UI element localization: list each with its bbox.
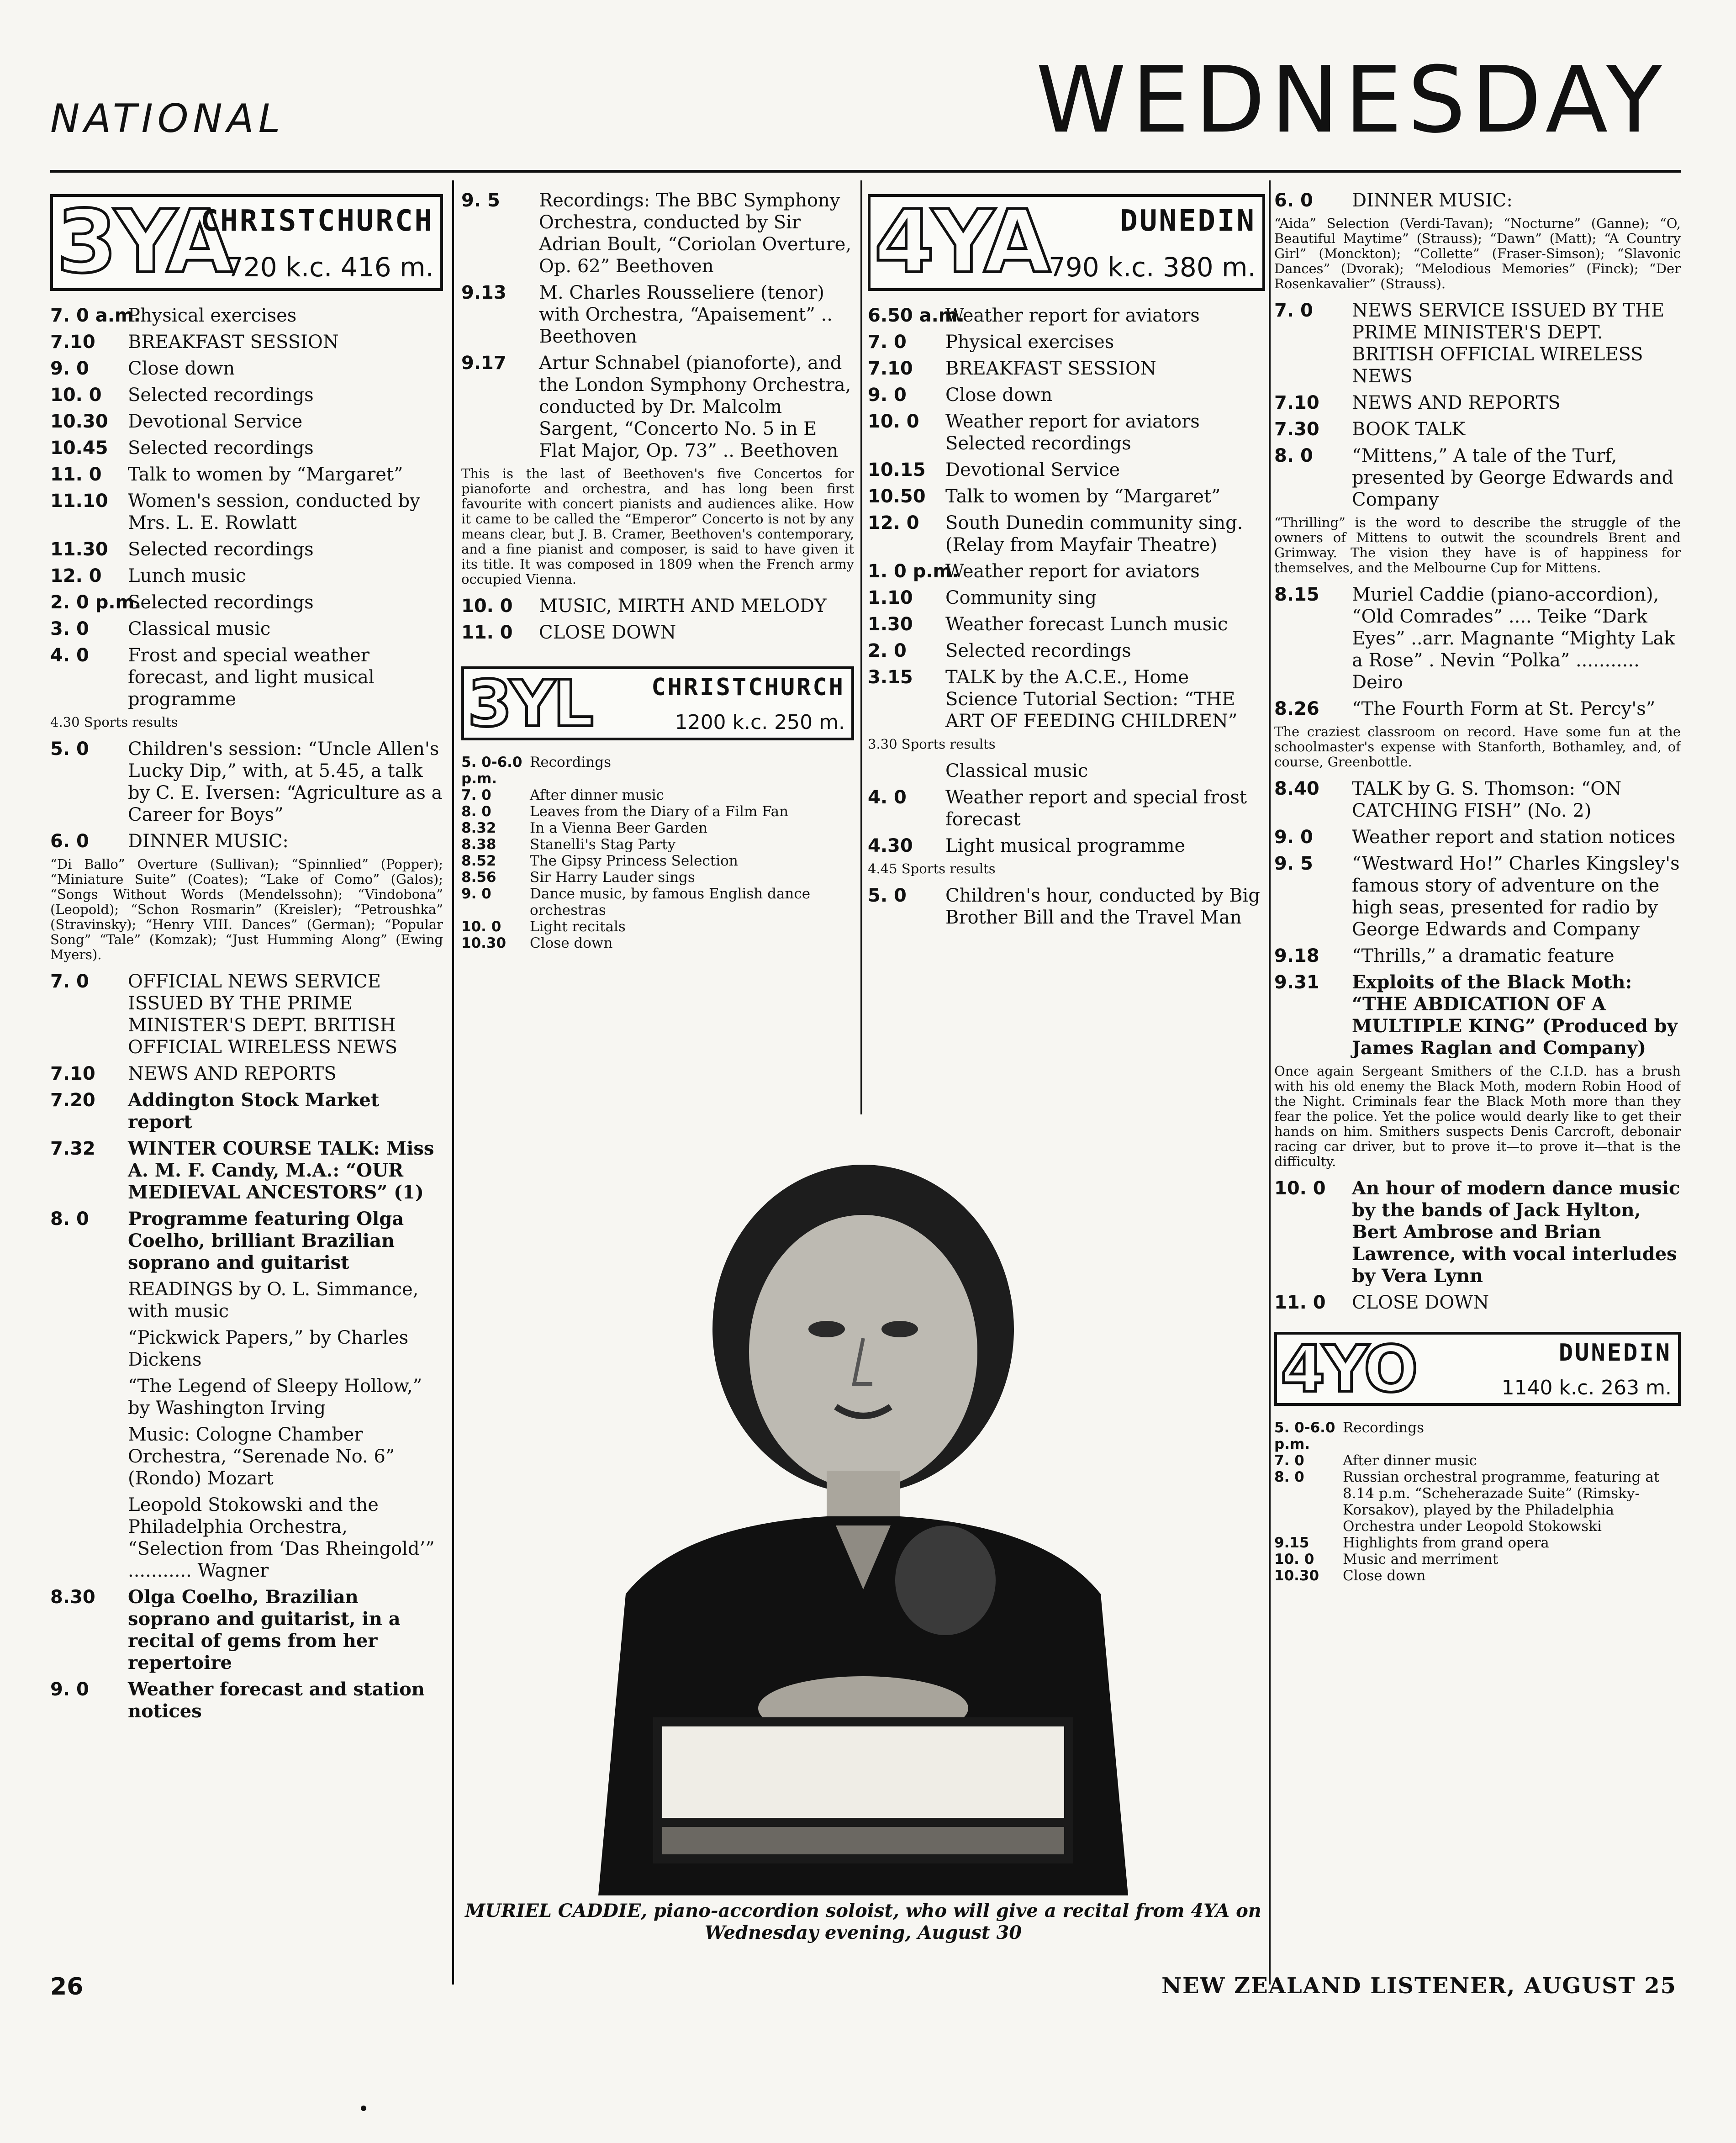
programme-entry: [461, 282, 854, 348]
entry-description: Exploits of the Black Moth: “THE ABDICATION OF A MULTIPLE KING” (Produced by James Raglan and Company): [1352, 971, 1678, 1059]
entry-description: TALK by G. S. Thomson: “ON CATCHING FISH” (No. 2): [1352, 778, 1622, 821]
entry-time: 12. 0: [50, 565, 102, 586]
entry-time: 5. 0-6.0 p.m.: [461, 754, 522, 787]
programme-entry: [868, 358, 1265, 380]
entry-time: 9. 0: [461, 886, 491, 902]
entry-time: 8.26: [1274, 698, 1319, 719]
entry-time: 12. 0: [868, 512, 919, 533]
entry-time: 9. 0: [1274, 827, 1313, 848]
programme-entry: [1274, 190, 1681, 211]
programme-entry: [461, 869, 854, 886]
entry-description: Close down: [1343, 1568, 1426, 1584]
programme-entry: [461, 352, 854, 462]
entry-description: “Mittens,” A tale of the Turf, presented by George Edwards and Company: [1352, 445, 1674, 510]
entry-time: 11. 0: [1274, 1292, 1326, 1313]
programme-entry: [868, 486, 1265, 507]
entry-time: 8.52: [461, 853, 496, 869]
entry-time: [50, 1494, 128, 1582]
programme-entry: [868, 331, 1265, 353]
station-call-sign: 4YA: [874, 191, 1048, 292]
entry-time: [868, 760, 945, 782]
entry-description: Light recitals: [530, 918, 626, 935]
entry-note: Once again Sergeant Smithers of the C.I.D. has a brush with his old enemy the Black Moth, modern Robin Hood of the Night. Criminals fear the Black Moth more than they fear the police. Yet the police would dearly like to get their hands on him. Smithers suspects Denis Carcroft, debonair racing car driver, but to prove it—to prove it—that is the difficulty.: [1274, 1063, 1681, 1169]
entry-time: 11. 0: [461, 622, 513, 643]
programme-entry: [1274, 1177, 1681, 1287]
entry-description: Devotional Service: [128, 411, 303, 432]
programme-entry: [50, 538, 443, 560]
entry-time: 9. 0: [50, 1679, 89, 1700]
programme-entry: [868, 411, 1265, 454]
entry-description: Weather forecast and station notices: [128, 1679, 425, 1722]
entry-description: Programme featuring Olga Coelho, brilliant Brazilian soprano and guitarist: [128, 1208, 404, 1273]
entry-description: BOOK TALK: [1352, 419, 1466, 440]
entry-note: The craziest classroom on record. Have some fun at the schoolmaster's expense with Stanforth, Bothamley, and, of course, Greenbottle.: [1274, 724, 1681, 770]
entry-note: 3.30 Sports results: [868, 736, 996, 752]
entry-description: Selected recordings: [128, 592, 314, 613]
entry-description: Frost and special weather forecast, and light musical programme: [128, 645, 375, 710]
print-speck: [361, 2106, 366, 2111]
entry-time: 2. 0: [868, 640, 907, 661]
entry-time: 11.30: [50, 539, 108, 560]
entry-time: 5. 0: [50, 739, 89, 760]
entry-time: 1.30: [868, 614, 913, 635]
entry-description: OFFICIAL NEWS SERVICE ISSUED BY THE PRIME MINISTER'S DEPT. BRITISH OFFICIAL WIRELESS NEWS: [128, 971, 398, 1058]
entry-description: READINGS by O. L. Simmance, with music: [128, 1279, 419, 1322]
entry-description: Physical exercises: [128, 305, 297, 326]
programme-entry: [461, 820, 854, 836]
programme-entry: [1274, 945, 1681, 967]
column-rule: [860, 180, 862, 1117]
programme-entry: [50, 384, 443, 406]
entry-time: 8.15: [1274, 584, 1319, 605]
entry-time: 1. 0 p.m.: [868, 561, 959, 582]
entry-time: 9.18: [1274, 945, 1319, 966]
programme-entry: [50, 1679, 443, 1722]
programme-entry: [50, 1586, 443, 1674]
entry-description: Selected recordings: [128, 438, 314, 459]
programme-list-4yo: [1274, 1420, 1681, 1584]
programme-list: [50, 305, 443, 1722]
programme-entry: [461, 886, 854, 918]
entry-description: Women's session, conducted by Mrs. L. E. Rowlatt: [128, 491, 420, 533]
entry-description: DINNER MUSIC:: [1352, 190, 1513, 211]
entry-time: 10.15: [868, 459, 926, 480]
entry-description: “Pickwick Papers,” by Charles Dickens: [128, 1327, 409, 1370]
entry-description: Weather report and station notices: [1352, 827, 1676, 848]
entry-description: Russian orchestral programme, featuring at 8.14 p.m. “Scheherazade Suite” (Rimsky-Korsakov), played by the Philadelphia Orchestra under Leopold Stokowski: [1343, 1469, 1660, 1535]
programme-entry: [50, 464, 443, 486]
programme-entry: [1274, 1568, 1681, 1584]
station-city: CHRISTCHURCH: [201, 204, 434, 238]
accordion-player-photo: [461, 1114, 1265, 1895]
column-4ya: [868, 180, 1265, 1277]
entry-description: Recordings: [530, 754, 612, 771]
programme-entry: [1274, 1292, 1681, 1314]
entry-time: 9. 0: [868, 385, 907, 406]
station-frequency: 720 k.c. 416 m.: [226, 252, 434, 283]
programme-entry: [868, 459, 1265, 481]
station-call-sign: 3YL: [468, 667, 591, 741]
entry-description: BREAKFAST SESSION: [945, 358, 1156, 379]
programme-entry: [868, 786, 1265, 830]
entry-time: 9. 0: [50, 358, 89, 379]
entry-description: Olga Coelho, Brazilian soprano and guitarist, in a recital of gems from her repertoire: [128, 1586, 401, 1673]
programme-entry: [50, 644, 443, 710]
entry-description: Stanelli's Stag Party: [530, 836, 676, 853]
programme-entry: [50, 830, 443, 852]
entry-description: After dinner music: [1343, 1452, 1477, 1469]
entry-description: Selected recordings: [945, 640, 1131, 661]
entry-note: “Thrilling” is the word to describe the struggle of the owners of Mittens to outwit the scoundrels Brent and Grimway. The vision they have is of happiness for themselves, and the Melbourne Cup for Mittens.: [1274, 515, 1681, 575]
programme-entry: [50, 490, 443, 534]
entry-description: Recordings: [1343, 1420, 1425, 1436]
entry-time: 7. 0: [50, 971, 89, 992]
programme-entry: [868, 613, 1265, 635]
programme-entry: [868, 666, 1265, 732]
programme-entry: [1274, 300, 1681, 387]
entry-time: [50, 1278, 128, 1322]
entry-time: 9. 5: [461, 190, 500, 211]
programme-entry: [461, 787, 854, 803]
programme-entry: [1274, 971, 1681, 1059]
entry-description: Classical music: [945, 760, 1088, 781]
programme-entry: [50, 358, 443, 380]
entry-description: Dance music, by famous English dance orchestras: [530, 886, 811, 918]
programme-entry: [461, 595, 854, 617]
programme-entry: [1274, 1420, 1681, 1452]
entry-description: Close down: [128, 358, 235, 379]
publication-line: NEW ZEALAND LISTENER, AUGUST 25: [1161, 1973, 1677, 1999]
entry-time: 9.17: [461, 353, 507, 374]
photo-muriel-caddie: [461, 1114, 1265, 1895]
entry-description: Weather report for aviators: [945, 305, 1200, 326]
entry-description: Weather report for aviators: [945, 561, 1200, 582]
entry-time: 5. 0: [868, 885, 907, 906]
programme-list: [461, 190, 854, 644]
programme-entry: [50, 1494, 443, 1582]
entry-description: The Gipsy Princess Selection: [530, 853, 738, 869]
entry-time: 10.45: [50, 438, 108, 459]
entry-description: Talk to women by “Margaret”: [945, 486, 1221, 507]
entry-time: 7.10: [50, 1063, 95, 1084]
station-call-sign: 4YO: [1281, 1332, 1415, 1407]
entry-description: WINTER COURSE TALK: Miss A. M. F. Candy, M.A.: “OUR MEDIEVAL ANCESTORS” (1): [128, 1138, 434, 1203]
programme-entry: [50, 565, 443, 587]
entry-time: 7. 0 a.m.: [50, 305, 141, 326]
programme-entry: [1274, 445, 1681, 511]
entry-description: Lunch music: [128, 565, 246, 586]
section-label: NATIONAL: [50, 96, 285, 142]
programme-entry: [868, 384, 1265, 406]
programme-entry: [50, 1424, 443, 1489]
entry-time: 10. 0: [50, 385, 102, 406]
entry-note: “Di Ballo” Overture (Sullivan); “Spinnlied” (Popper); “Miniature Suite” (Coates); “Lake of Como” (Galos); “Songs Without Words (Mendelssohn); “Vindobona” (Leopold); “Schon Rosmarin” (Kreisler); “Petroushka” (Stravinsky); “Henry VIII. Dances” (German); “Popular Song” “Tale” (Komzak); “Just Humming Along” (Ewing Myers).: [50, 856, 443, 962]
header-rule: [50, 170, 1681, 173]
programme-entry: [50, 738, 443, 826]
entry-time: 4.30: [868, 835, 913, 856]
entry-description: NEWS AND REPORTS: [1352, 392, 1561, 413]
programme-entry: [1274, 853, 1681, 940]
entry-description: Selected recordings: [128, 539, 314, 560]
entry-description: Light musical programme: [945, 835, 1186, 856]
programme-entry: [461, 918, 854, 935]
programme-entry: [50, 1208, 443, 1274]
programme-entry: [868, 760, 1265, 782]
entry-description: Community sing: [945, 587, 1097, 608]
programme-entry: [1274, 826, 1681, 848]
entry-time: 1.10: [868, 587, 913, 608]
programme-entry: [1274, 1535, 1681, 1551]
programme-entry: [461, 935, 854, 951]
entry-description: TALK by the A.C.E., Home Science Tutorial Section: “THE ART OF FEEDING CHILDREN”: [945, 667, 1238, 732]
entry-time: 5. 0-6.0 p.m.: [1274, 1420, 1335, 1452]
entry-description: Children's hour, conducted by Big Brother Bill and the Travel Man: [945, 885, 1260, 928]
entry-time: 3.15: [868, 667, 913, 688]
entry-description: Artur Schnabel (pianoforte), and the London Symphony Orchestra, conducted by Dr. Malcolm Sargent, “Concerto No. 5 in E Flat Major, Op. 73” .. Beethoven: [539, 353, 851, 461]
entry-time: 7.30: [1274, 419, 1319, 440]
column-3ya-continued: [461, 180, 854, 1277]
entry-time: 3. 0: [50, 618, 89, 639]
entry-description: Leopold Stokowski and the Philadelphia Orchestra, “Selection from ‘Das Rheingold’” ........... Wagner: [128, 1494, 435, 1581]
entry-time: 7.10: [1274, 392, 1319, 413]
programme-entry: [50, 1375, 443, 1419]
entry-time: 7.20: [50, 1090, 95, 1111]
station-logo-4yo: [1274, 1332, 1681, 1406]
entry-time: 4. 0: [868, 787, 907, 808]
programme-entry: [1274, 778, 1681, 822]
station-city: CHRISTCHURCH: [651, 674, 845, 701]
station-city: DUNEDIN: [1558, 1339, 1672, 1367]
entry-time: 10.30: [461, 935, 507, 951]
entry-description: Recordings: The BBC Symphony Orchestra, conducted by Sir Adrian Boult, “Coriolan Overture, Op. 62” Beethoven: [539, 190, 852, 277]
entry-time: 7.10: [868, 358, 913, 379]
entry-time: 8.30: [50, 1587, 95, 1608]
entry-description: MUSIC, MIRTH AND MELODY: [539, 596, 827, 617]
entry-time: 8.38: [461, 836, 496, 853]
entry-description: Weather report for aviators Selected recordings: [945, 411, 1200, 454]
entry-description: Classical music: [128, 618, 271, 639]
photo-caption: MURIEL CADDIE, piano-accordion soloist, who will give a recital from 4YA on Wednesday evening, August 30: [465, 1900, 1261, 1943]
entry-description: In a Vienna Beer Garden: [530, 820, 708, 836]
entry-description: Addington Stock Market report: [128, 1089, 380, 1133]
entry-time: 6.50 a.m.: [868, 305, 965, 326]
entry-description: NEWS AND REPORTS: [128, 1063, 337, 1084]
programme-entry: [461, 622, 854, 644]
column-rule: [1269, 180, 1271, 1985]
entry-time: 4. 0: [50, 645, 89, 666]
entry-time: 8. 0: [1274, 445, 1313, 466]
programme-entry: [50, 1063, 443, 1085]
entry-description: “Westward Ho!” Charles Kingsley's famous story of adventure on the high seas, presented for radio by George Edwards and Company: [1352, 853, 1680, 940]
programme-entry: [1274, 698, 1681, 720]
entry-description: Leaves from the Diary of a Film Fan: [530, 803, 789, 820]
programme-entry: [1274, 418, 1681, 440]
entry-description: CLOSE DOWN: [539, 622, 676, 643]
entry-time: 9. 5: [1274, 853, 1313, 874]
entry-time: 7. 0: [868, 332, 907, 353]
entry-note: “Aida” Selection (Verdi-Tavan); “Nocturne” (Ganne); “O, Beautiful Maytime” (Strauss); “Dawn” (Matt); “A Country Girl” (Monckton); “Collette” (Fraser-Simson); “Slavonic Dances” (Dvorak); “Melodious Memories” (Finck); “Der Rosenkavalier” (Strauss).: [1274, 216, 1681, 291]
entry-time: 8.40: [1274, 778, 1319, 799]
programme-entry: [50, 1327, 443, 1371]
entry-time: 2. 0 p.m.: [50, 592, 142, 613]
programme-list: [1274, 190, 1681, 1314]
entry-time: 8. 0: [461, 803, 491, 820]
programme-entry: [868, 885, 1265, 929]
programme-entry: [50, 437, 443, 459]
station-city: DUNEDIN: [1120, 204, 1256, 238]
entry-time: 9.13: [461, 282, 507, 303]
entry-description: Sir Harry Lauder sings: [530, 869, 695, 886]
programme-entry: [868, 587, 1265, 609]
entry-time: 10.30: [50, 411, 108, 432]
programme-entry: [50, 971, 443, 1058]
programme-entry: [868, 560, 1265, 582]
entry-time: 7.32: [50, 1138, 95, 1159]
entry-time: 9.31: [1274, 972, 1319, 993]
column-rule: [452, 180, 454, 1985]
station-frequency: 1200 k.c. 250 m.: [675, 711, 845, 734]
entry-description: “The Fourth Form at St. Percy's”: [1352, 698, 1656, 719]
entry-description: Devotional Service: [945, 459, 1120, 480]
programme-entry: [50, 618, 443, 640]
entry-time: 10. 0: [1274, 1551, 1314, 1568]
entry-description: Physical exercises: [945, 332, 1114, 353]
programme-entry: [50, 1138, 443, 1203]
programme-entry: [461, 836, 854, 853]
programme-list: [868, 305, 1265, 929]
entry-time: 8. 0: [1274, 1469, 1304, 1485]
entry-description: Muriel Caddie (piano-accordion), “Old Comrades” .... Teike “Dark Eyes” ..arr. Magnante “Mighty Lak a Rose” . Nevin “Polka” ........... Deiro: [1352, 584, 1675, 693]
station-frequency: 1140 k.c. 263 m.: [1501, 1376, 1672, 1399]
programme-entry: [461, 803, 854, 820]
entry-time: 8. 0: [50, 1209, 89, 1230]
entry-description: Weather forecast Lunch music: [945, 614, 1228, 635]
entry-time: [50, 1424, 128, 1489]
station-logo-3ya: [50, 191, 443, 292]
entry-time: 11. 0: [50, 464, 102, 485]
programme-entry: [1274, 1452, 1681, 1469]
entry-time: 8.32: [461, 820, 496, 836]
programme-entry: [1274, 584, 1681, 693]
entry-time: 7. 0: [461, 787, 491, 803]
station-logo-3yl: [461, 666, 854, 740]
programme-entry: [868, 640, 1265, 662]
programme-entry: [1274, 1551, 1681, 1568]
station-frequency: 790 k.c. 380 m.: [1048, 252, 1256, 283]
entry-note: 4.45 Sports results: [868, 861, 996, 876]
entry-description: Close down: [945, 385, 1053, 406]
entry-description: BREAKFAST SESSION: [128, 332, 339, 353]
entry-description: M. Charles Rousseliere (tenor) with Orchestra, “Apaisement” .. Beethoven: [539, 282, 833, 347]
entry-time: 10.30: [1274, 1568, 1319, 1584]
programme-entry: [50, 305, 443, 327]
programme-entry: [461, 754, 854, 787]
entry-note: 4.30 Sports results: [50, 714, 178, 730]
entry-description: CLOSE DOWN: [1352, 1292, 1489, 1313]
entry-time: 7.10: [50, 332, 95, 353]
entry-time: [50, 1375, 128, 1419]
entry-time: 10. 0: [868, 411, 919, 432]
entry-time: 10.50: [868, 486, 926, 507]
entry-description: “Thrills,” a dramatic feature: [1352, 945, 1615, 966]
entry-description: After dinner music: [530, 787, 665, 803]
page-number: 26: [50, 1973, 84, 2000]
entry-time: 7. 0: [1274, 1452, 1304, 1469]
programme-entry: [50, 331, 443, 353]
entry-description: “The Legend of Sleepy Hollow,” by Washington Irving: [128, 1376, 422, 1419]
entry-description: Selected recordings: [128, 385, 314, 406]
programme-entry: [1274, 392, 1681, 414]
station-logo-4ya: [868, 191, 1265, 292]
programme-list-3yl: [461, 754, 854, 951]
column-4ya-continued: [1274, 180, 1681, 1975]
entry-description: Music and merriment: [1343, 1551, 1499, 1568]
entry-description: Highlights from grand opera: [1343, 1535, 1549, 1551]
entry-description: Close down: [530, 935, 613, 951]
entry-description: Talk to women by “Margaret”: [128, 464, 403, 485]
programme-entry: [461, 190, 854, 277]
entry-time: 10. 0: [461, 596, 513, 617]
programme-entry: [50, 591, 443, 613]
entry-time: 10. 0: [461, 918, 501, 935]
programme-entry: [868, 835, 1265, 857]
entry-time: 6. 0: [1274, 190, 1313, 211]
entry-time: [50, 1327, 128, 1371]
programme-entry: [868, 305, 1265, 327]
programme-entry: [50, 1089, 443, 1133]
entry-description: An hour of modern dance music by the bands of Jack Hylton, Bert Ambrose and Brian Lawrence, with vocal interludes by Vera Lynn: [1352, 1177, 1680, 1287]
entry-description: Weather report and special frost forecast: [945, 787, 1247, 830]
entry-time: 10. 0: [1274, 1178, 1326, 1199]
entry-description: Music: Cologne Chamber Orchestra, “Serenade No. 6” (Rondo) Mozart: [128, 1424, 395, 1489]
programme-entry: [868, 512, 1265, 556]
entry-description: Children's session: “Uncle Allen's Lucky Dip,” with, at 5.45, a talk by C. E. Iversen: “Agriculture as a Career for Boys”: [128, 739, 443, 825]
programme-entry: [461, 853, 854, 869]
entry-time: 11.10: [50, 491, 108, 512]
programme-entry: [50, 1278, 443, 1322]
programme-entry: [1274, 1469, 1681, 1535]
entry-description: DINNER MUSIC:: [128, 831, 289, 852]
entry-time: 8.56: [461, 869, 496, 886]
day-title: WEDNESDAY: [1036, 47, 1667, 153]
entry-description: NEWS SERVICE ISSUED BY THE PRIME MINISTER'S DEPT. BRITISH OFFICIAL WIRELESS NEWS: [1352, 300, 1665, 387]
entry-description: South Dunedin community sing. (Relay from Mayfair Theatre): [945, 512, 1243, 555]
entry-time: 9.15: [1274, 1535, 1309, 1551]
entry-time: 6. 0: [50, 831, 89, 852]
programme-entry: [50, 411, 443, 433]
column-3ya: [50, 180, 443, 1975]
entry-note: This is the last of Beethoven's five Concertos for pianoforte and orchestra, and has long been first favourite with concert pianists and audiences alike. How it came to be called the “Emperor” Concerto is not by any means clear, but J. B. Cramer, Beethoven's contemporary, and a fine pianist and composer, is said to have given it its title. It was composed in 1809 when the French army occupied Vienna.: [461, 466, 854, 587]
station-call-sign: 3YA: [57, 191, 231, 292]
entry-time: 7. 0: [1274, 300, 1313, 321]
